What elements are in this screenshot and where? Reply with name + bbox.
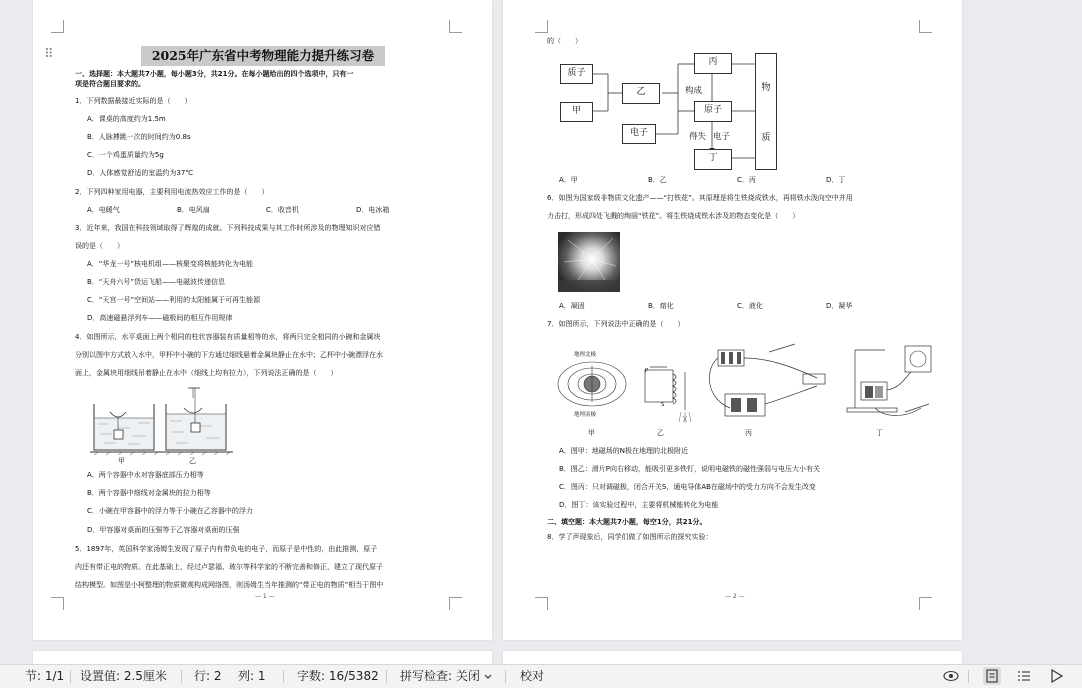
containers-figure [88, 386, 238, 456]
option: C．一个鸡蛋质量约为5g [87, 151, 164, 159]
status-divider [505, 670, 506, 683]
option: C．小碗在甲容器中的浮力等于小碗在乙容器中的浮力 [87, 507, 253, 515]
label-slider-p: P [645, 368, 649, 374]
word-count[interactable]: 字数: 16/5382 [297, 669, 379, 683]
row-indicator[interactable]: 行: 2 [194, 669, 222, 683]
diagram-label-compose: 构成 [685, 86, 703, 96]
play-icon[interactable] [1047, 667, 1065, 685]
label-south-pole: 地理南极 [574, 412, 597, 418]
crop-mark [51, 597, 64, 610]
option: B．乙 [648, 176, 667, 184]
proofread-button[interactable]: 校对 [520, 669, 545, 683]
figure-label: 甲 [118, 457, 125, 465]
question-7: 7．如图所示，下列说法中正确的是（ ） [547, 320, 685, 328]
diagram-box-atom: 原子 [694, 101, 732, 122]
question-2: 2．下列四种家用电器，主要利用电流热效应工作的是（ ） [75, 188, 269, 196]
document-page-2[interactable] [503, 0, 962, 640]
option: A．图甲：地磁场的N极在地理的北极附近 [559, 447, 689, 455]
question-4-cont: 面上，金属块用细线吊着静止在水中（细线上均有拉力），下列说法正确的是（ ） [75, 369, 338, 377]
crop-mark [919, 597, 932, 610]
option: C．收音机 [266, 206, 299, 214]
page-title: 2025年广东省中考物理能力提升练习卷 [141, 46, 385, 66]
status-divider [181, 670, 182, 683]
diagram-matter-char-2: 质 [761, 133, 771, 143]
electromagnetism-figures [555, 338, 935, 428]
diagram-box-yi: 乙 [622, 83, 660, 104]
diagram-box-electron: 电子 [622, 124, 656, 144]
option: A．课桌的高度约为1.5m [87, 115, 166, 123]
crop-mark [449, 597, 462, 610]
drag-handle-icon[interactable]: ⠿ [44, 47, 54, 62]
option: D．高速磁悬浮列车——磁极间的相互作用规律 [87, 314, 233, 322]
option: D．电冰箱 [356, 206, 390, 214]
crop-mark [449, 20, 462, 33]
option: D．甲容器对桌面的压强等于乙容器对桌面的压强 [87, 526, 240, 534]
option: D．人体感觉舒适的室温约为37℃ [87, 169, 194, 177]
diagram-box-ding: 丁 [694, 149, 732, 170]
figure-label: 丁 [876, 429, 883, 437]
option: A．电暖气 [87, 206, 120, 214]
section-heading-cont: 项是符合题目要求的。 [75, 80, 145, 88]
crop-mark [535, 20, 548, 33]
option: B．人脉搏跳一次的时间约为0.8s [87, 133, 191, 141]
diagram-box-jia: 甲 [560, 102, 593, 122]
option: B．图乙：滑片P向右移动，能吸引更多铁钉，说明电磁铁的磁性强弱与电压大小有关 [559, 465, 821, 473]
question-5-cont: 内还有带正电的物质。在此基础上，经过卢瑟福、玻尔等科学家的不断完善和修正，建立了现代原子 [75, 563, 383, 571]
option: B．电风扇 [177, 206, 210, 214]
question-6: 6．如图为国家级非物质文化遗产——“打铁花”。其原理是将生铁烧成铁水，再将铁水泼向空中并用 [547, 194, 853, 202]
crop-mark [51, 20, 64, 33]
question-6-cont: 力击打，形成四处飞溅的绚丽“铁花”。将生铁烧成铁水涉及的物态变化是（ ） [547, 212, 800, 220]
question-3-cont: 误的是（ ） [75, 242, 124, 250]
figure-label: 丙 [745, 429, 752, 437]
option: B．两个容器中细线对金属块的拉力相等 [87, 489, 211, 497]
option: B．熔化 [648, 302, 674, 310]
status-divider [283, 670, 284, 683]
question-5: 5．1897年，英国科学家汤姆生发现了原子内有带负电的电子，而原子是中性的，由此推测，原子 [75, 545, 378, 553]
option: A．甲 [559, 176, 578, 184]
diagram-matter-char-1: 物 [761, 83, 771, 93]
question-8: 8．学了声现象后，同学们做了如图所示的探究实验： [547, 533, 713, 541]
status-divider [70, 670, 71, 683]
diagram-box-matter [755, 53, 777, 170]
eye-icon[interactable] [942, 667, 960, 685]
figure-label: 乙 [657, 429, 664, 437]
option: D．凝华 [826, 302, 853, 310]
status-divider [386, 670, 387, 683]
option: C．图丙：只对调磁极，闭合开关S，通电导体AB在磁场中的受力方向不会发生改变 [559, 483, 816, 491]
label-switch-s: S [661, 402, 665, 408]
document-page-3[interactable] [33, 651, 492, 664]
question-4: 4．如图所示，水平桌面上两个相同的柱状容器装有质量相等的水，将两只完全相同的小碗和金属块 [75, 333, 381, 341]
iron-flower-photo [558, 232, 620, 292]
label-north-pole: 地理北极 [574, 352, 597, 358]
question-1: 1．下列数据最接近实际的是（ ） [75, 97, 192, 105]
question-3: 3．近年来，我国在科技领域取得了辉煌的成就。下列科技成果与其工作时所涉及的物理知识对应错 [75, 224, 381, 232]
status-bar [0, 664, 1082, 688]
option: A．两个容器中水对容器底部压力相等 [87, 471, 204, 479]
section-indicator[interactable]: 节: 1/1 [25, 669, 65, 683]
diagram-label-electron: 电子 [713, 132, 731, 142]
diagram-label-gain-lose: 得失 [689, 132, 707, 142]
outline-view-icon[interactable] [1015, 667, 1033, 685]
figure-label: 乙 [189, 457, 196, 465]
figure-label: 甲 [588, 429, 595, 437]
option: C．丙 [737, 176, 756, 184]
option: A．“华龙一号”核电机组——核聚变将核能转化为电能 [87, 260, 254, 268]
option: C．“天宫一号”空间站——利用的太阳能属于可再生能源 [87, 296, 261, 304]
question-5-tail: 的（ ） [547, 37, 582, 45]
page-number: — 1 — [255, 593, 275, 600]
crop-mark [919, 20, 932, 33]
option: B．“天舟六号”货运飞船——电磁波传递信息 [87, 278, 226, 286]
section-heading: 二、填空题：本大题共7小题，每空1分，共21分。 [547, 518, 707, 526]
document-page-1[interactable] [33, 0, 492, 640]
question-5-cont: 结构模型。如图是小柯整理的物质微观构成网络图，则汤姆生当年推测的“带正电的物质”相当于图中 [75, 581, 384, 589]
page-setting-indicator[interactable]: 设置值: 2.5厘米 [80, 669, 167, 683]
column-indicator[interactable]: 列: 1 [238, 669, 266, 683]
chevron-down-icon[interactable] [484, 674, 492, 680]
question-4-cont: 分别以图中方式放入水中，甲杯中小碗的下方通过细线悬着金属块静止在水中；乙杯中小碗漂浮在水 [75, 351, 383, 359]
option: C．液化 [737, 302, 763, 310]
spell-check-toggle[interactable]: 拼写检查: 关闭 [400, 669, 480, 683]
option: D．丁 [826, 176, 846, 184]
document-page-4[interactable] [503, 651, 962, 664]
status-divider [968, 670, 969, 683]
diagram-box-proton: 质子 [560, 64, 593, 84]
section-heading: 一、选择题：本大题共7小题，每小题3分，共21分。在每小题给出的四个选项中，只有一 [75, 70, 354, 78]
page-view-icon[interactable] [983, 667, 1001, 685]
crop-mark [535, 597, 548, 610]
option: A．凝固 [559, 302, 585, 310]
page-number: — 2 — [725, 593, 745, 600]
option: D．图丁：该实验过程中，主要将机械能转化为电能 [559, 501, 719, 509]
diagram-box-bing: 丙 [694, 53, 732, 74]
